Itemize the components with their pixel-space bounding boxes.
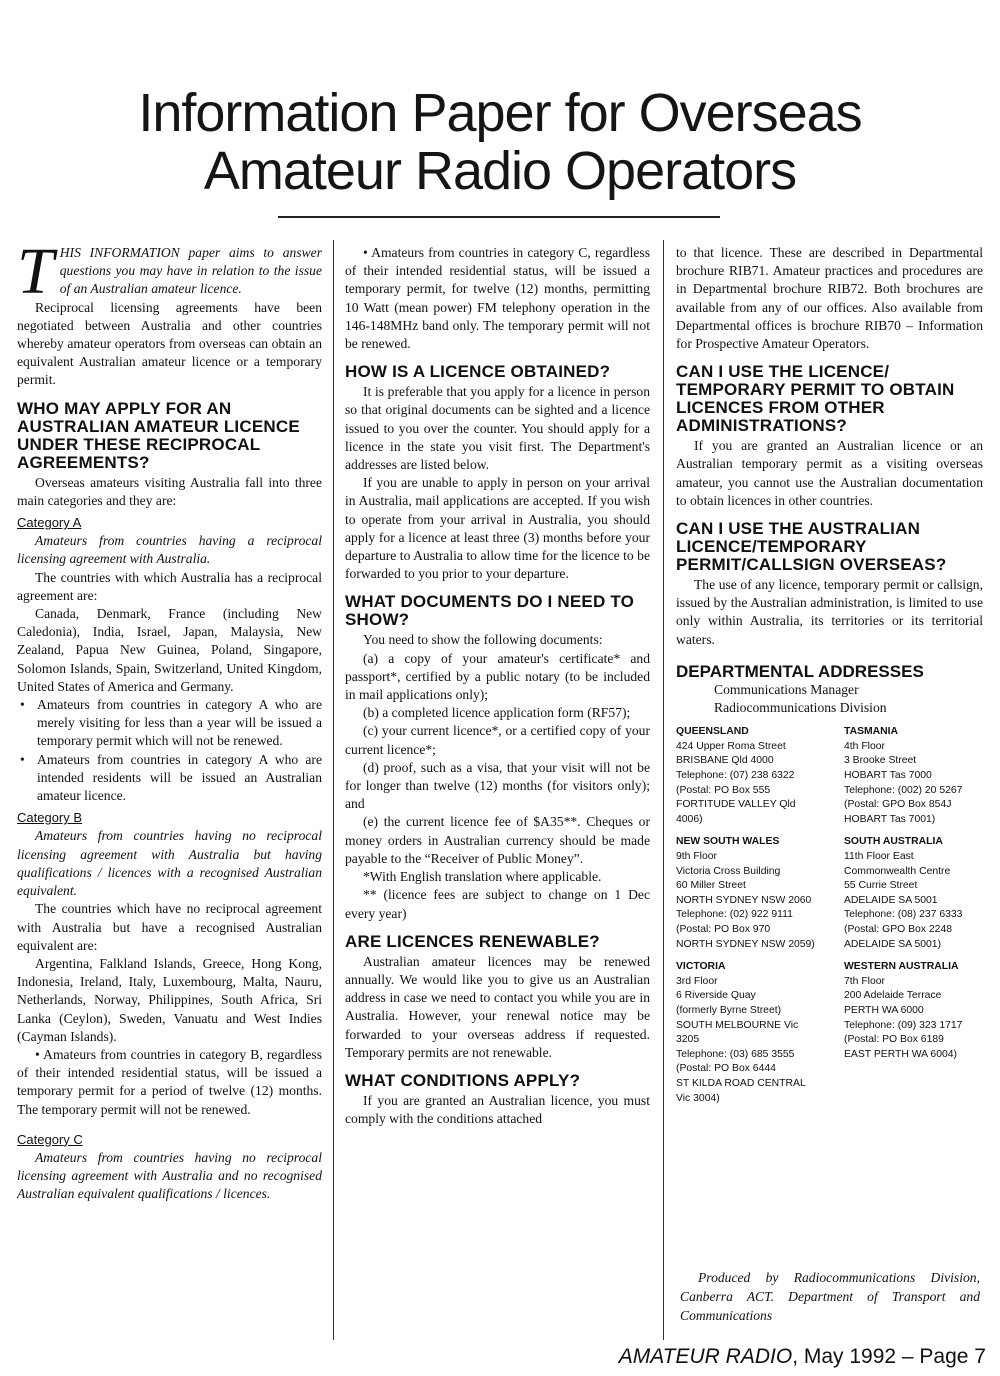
issue-and-page: , May 1992 – Page 7 bbox=[792, 1345, 986, 1368]
office-address-line: SOUTH MELBOURNE Vic bbox=[676, 1019, 799, 1031]
office-name: SOUTH AUSTRALIA bbox=[844, 836, 943, 848]
column-1 bbox=[17, 235, 322, 1204]
office-name: WESTERN AUSTRALIA bbox=[844, 961, 959, 973]
document-item-e: (e) the current licence fee of $A35**. Cheques or money orders in Australian currency should be made payable to the “Receiver of Public Money”. bbox=[345, 814, 650, 866]
office-address-line: NORTH SYDNEY NSW 2060 bbox=[676, 894, 812, 906]
note: *With English translation where applicable. bbox=[363, 869, 602, 885]
office-address-line: ST KILDA ROAD CENTRAL bbox=[676, 1077, 806, 1089]
office-address bbox=[844, 835, 983, 952]
office-address-line: 7th Floor bbox=[844, 975, 886, 987]
intro-paragraph: THIS INFORMATION paper aims to answer questions you may have in relation to the issue of an Australian amateur licence. bbox=[17, 235, 322, 308]
title-line-1: Information Paper for Overseas bbox=[138, 83, 862, 143]
office-address-line: HOBART Tas 7001) bbox=[844, 813, 936, 825]
office-name: NEW SOUTH WALES bbox=[676, 836, 780, 848]
office-address-line: FORTITUDE VALLEY Qld bbox=[676, 799, 796, 811]
office-address-line: ADELAIDE SA 5001) bbox=[844, 938, 942, 950]
country-list-b: Argentina, Falkland Islands, Greece, Hong Kong, Indonesia, Ireland, Italy, Luxembourg, Malta, Nauru, Netherlands, Norway, Philippines, South Africa, Sri Lanka (Ceylon), Sweden, Vanuatu and West Indies (Cayman Islands). bbox=[17, 955, 322, 1044]
office-address bbox=[844, 725, 983, 827]
document-item-d: (d) proof, such as a visa, that your visit will not be for longer than twelve (12) months (for visitors only); and bbox=[345, 759, 650, 812]
title-divider bbox=[278, 216, 720, 218]
produced-by-credit: Produced by Radiocommunications Division, Canberra ACT. Department of Transport and Communications bbox=[680, 1270, 980, 1323]
magazine-name: AMATEUR RADIO bbox=[618, 1345, 793, 1368]
office-address-line: 200 Adelaide Terrace bbox=[844, 990, 942, 1002]
addresses-heading: DEPARTMENTAL ADDRESSES bbox=[676, 661, 924, 681]
office-address-line: EAST PERTH WA 6004) bbox=[844, 1048, 957, 1060]
document-item-a: (a) a copy of your amateur's certificate* and passport*, certified by a public notary (to be included in mail applications only); bbox=[345, 650, 650, 703]
category-b-description: Amateurs from countries having no reciprocal licensing agreement with Australia but having qualifications / licences with a recognised Australian equivalent. bbox=[17, 828, 322, 899]
document-item-b: (b) a completed licence application form (RF57); bbox=[363, 705, 631, 721]
office-address-line: 6 Riverside Quay bbox=[676, 990, 756, 1002]
office-address-line: 4th Floor bbox=[844, 740, 886, 752]
office-address-line: PERTH WA 6000 bbox=[844, 1004, 924, 1016]
office-name: TASMANIA bbox=[844, 726, 899, 738]
office-address-line: Telephone: (07) 238 6322 bbox=[676, 770, 795, 782]
paragraph: The countries which have no reciprocal agreement with Australia but have a recognised Australian equivalent are: bbox=[17, 901, 322, 953]
country-list-a: Canada, Denmark, France (including New Caledonia), India, Israel, Japan, Malaysia, New Zealand, Papua New Guinea, Poland, Singapore, Solomon Islands, Spain, Switzerland, United Kingdom, United States of America and Germany. bbox=[17, 606, 322, 694]
office-address-line: 3 Brooke Street bbox=[844, 755, 917, 767]
office-address-line: Commonwealth Centre bbox=[844, 865, 951, 877]
office-address-line: (formerly Byrne Street) bbox=[676, 1004, 782, 1016]
office-address-line: 60 Miller Street bbox=[676, 880, 746, 892]
column-divider-1 bbox=[333, 240, 334, 1340]
list-item: • Amateurs from countries in category A who are intended residents will be issued an Australian amateur licence. bbox=[17, 751, 322, 806]
office-address-line: (Postal: PO Box 555 bbox=[676, 784, 771, 796]
addresses-subheading: Communications Manager bbox=[714, 681, 859, 697]
page-title bbox=[0, 84, 1000, 200]
title-line-2: Amateur Radio Operators bbox=[203, 141, 797, 201]
category-a-heading: Category A bbox=[17, 515, 82, 531]
page-footer bbox=[619, 1345, 986, 1369]
office-address-line: 11th Floor East bbox=[844, 851, 914, 862]
office-address-line: Victoria Cross Building bbox=[676, 865, 781, 877]
paragraph: It is preferable that you apply for a licence in person so that original documents can be sighted and a licence issued to you over the counter. You should apply for a licence in the state you visit first. The Department's addresses are listed below. bbox=[345, 384, 650, 473]
paragraph: Overseas amateurs visiting Australia fall into three main categories and they are: bbox=[17, 474, 322, 508]
office-address-line: Telephone: (02) 922 9111 bbox=[676, 909, 793, 921]
office-name: QUEENSLAND bbox=[676, 726, 749, 738]
paragraph: The use of any licence, temporary permit or callsign, issued by the Australian administration, is limited to use only within Australia, its territories or its territorial waters. bbox=[676, 577, 983, 647]
office-address bbox=[676, 725, 844, 827]
office-address-line: (Postal: PO Box 6189 bbox=[844, 1034, 944, 1046]
section-heading: ARE LICENCES RENEWABLE? bbox=[345, 931, 600, 951]
section-heading: HOW IS A LICENCE OBTAINED? bbox=[345, 362, 611, 382]
drop-cap: T bbox=[17, 235, 54, 308]
office-address-line: Telephone: (09) 323 1717 bbox=[844, 1019, 963, 1031]
paragraph: If you are unable to apply in person on your arrival in Australia, mail applications are accepted. If you wish to operate from your arrival in Australia, you should apply for a licence at least three (3) months before your departure to Australia to allow time for the licence to be forwarded to you prior to your departure. bbox=[345, 475, 650, 582]
note: ** (licence fees are subject to change on 1 Dec every year) bbox=[345, 887, 650, 921]
category-c-heading: Category C bbox=[17, 1131, 83, 1147]
paragraph: • Amateurs from countries in category B, regardless of their intended residential status, will be issued a temporary permit for a period of twelve (12) months. The temporary permit will not be renewed. bbox=[17, 1046, 322, 1117]
office-address-line: 424 Upper Roma Street bbox=[676, 740, 786, 752]
office-name: VICTORIA bbox=[676, 961, 726, 973]
category-b-heading: Category B bbox=[17, 810, 83, 826]
paragraph: Australian amateur licences may be renewed annually. We would like you to give us an Australian address in case we need to contact you while you are in Australia. However, your renewal notice may be forwarded to your overseas address if requested. Temporary permits are not renewable. bbox=[345, 953, 650, 1060]
category-a-bullets bbox=[17, 696, 322, 805]
section-heading: WHO MAY APPLY FOR AN AUSTRALIAN AMATEUR LICENCE UNDER THESE RECIPROCAL AGREEMENTS? bbox=[17, 398, 300, 472]
paragraph: If you are granted an Australian licence, you must comply with the conditions attached bbox=[345, 1092, 650, 1127]
section-heading: CAN I USE THE LICENCE/ TEMPORARY PERMIT TO OBTAIN LICENCES FROM OTHER ADMINISTRATIONS? bbox=[676, 362, 955, 436]
office-address-line: BRISBANE Qld 4000 bbox=[676, 755, 774, 767]
office-address-grid bbox=[676, 725, 983, 1106]
paragraph: You need to show the following documents: bbox=[363, 632, 603, 648]
office-address bbox=[676, 835, 844, 952]
office-address-line: (Postal: GPO Box 854J bbox=[844, 799, 952, 811]
office-address-line: 9th Floor bbox=[676, 851, 718, 862]
paragraph: • Amateurs from countries in category C, regardless of their intended residential status, will be issued a temporary permit, for twelve (12) months, permitting 10 Watt (mean power) FM telephony operation in the 146-148MHz band only. The temporary permit will not be renewed. bbox=[345, 245, 650, 352]
paragraph: The countries with which Australia has a reciprocal agreement are: bbox=[17, 569, 322, 603]
office-address-line: 4006) bbox=[676, 813, 703, 825]
office-address-line: Telephone: (08) 237 6333 bbox=[844, 909, 963, 921]
paragraph: to that licence. These are described in Departmental brochure RIB71. Amateur practices and procedures are in Departmental brochure RIB72. Both brochures are available from any of our offices. Also available from Departmental offices is brochure RIB70 – Information for Prospective Amateur Operators. bbox=[676, 245, 983, 352]
office-address-line: 3205 bbox=[676, 1034, 700, 1046]
column-2 bbox=[345, 244, 650, 1128]
office-address-line: 3rd Floor bbox=[676, 975, 718, 987]
addresses-subheading: Radiocommunications Division bbox=[714, 700, 887, 716]
section-heading: WHAT DOCUMENTS DO I NEED TO SHOW? bbox=[345, 592, 635, 630]
category-c-description: Amateurs from countries having no reciprocal licensing agreement with Australia and no recognised Australian equivalent qualifications / licences. bbox=[17, 1149, 322, 1202]
office-address-line: Vic 3004) bbox=[676, 1092, 720, 1104]
paragraph: If you are granted an Australian licence or an Australian temporary permit as a visiting overseas amateur, you cannot use the Australian documentation to obtain licences in other countries. bbox=[676, 438, 983, 508]
section-heading: WHAT CONDITIONS APPLY? bbox=[345, 1070, 581, 1090]
office-address-line: Telephone: (03) 685 3555 bbox=[676, 1048, 795, 1060]
column-divider-2 bbox=[663, 240, 664, 1340]
office-address-line: Telephone: (002) 20 5267 bbox=[844, 784, 963, 796]
office-address-line: NORTH SYDNEY NSW 2059) bbox=[676, 938, 815, 950]
column-3 bbox=[676, 244, 983, 1106]
document-item-c: (c) your current licence*, or a certified copy of your current licence*; bbox=[345, 723, 650, 757]
office-address-line: ADELAIDE SA 5001 bbox=[844, 894, 938, 906]
office-address-line: (Postal: GPO Box 2248 bbox=[844, 923, 953, 935]
office-address-line: 55 Currie Street bbox=[844, 880, 918, 892]
paragraph: Reciprocal licensing agreements have been negotiated between Australia and other countries whereby amateur operators from overseas can obtain an equivalent Australian amateur licence or a temporary permit. bbox=[17, 299, 322, 388]
list-item: • Amateurs from countries in category A who are merely visiting for less than a year will be issued a temporary permit which will not be renewed. bbox=[17, 696, 322, 751]
section-heading: CAN I USE THE AUSTRALIAN LICENCE/TEMPORARY PERMIT/CALLSIGN OVERSEAS? bbox=[676, 519, 947, 575]
office-address-line: (Postal: PO Box 6444 bbox=[676, 1063, 776, 1075]
office-address bbox=[844, 960, 983, 1106]
category-a-description: Amateurs from countries having a reciprocal licensing agreement with Australia. bbox=[17, 533, 322, 567]
office-address-line: (Postal: PO Box 970 bbox=[676, 923, 771, 935]
office-address-line: HOBART Tas 7000 bbox=[844, 770, 932, 782]
office-address bbox=[676, 960, 844, 1106]
